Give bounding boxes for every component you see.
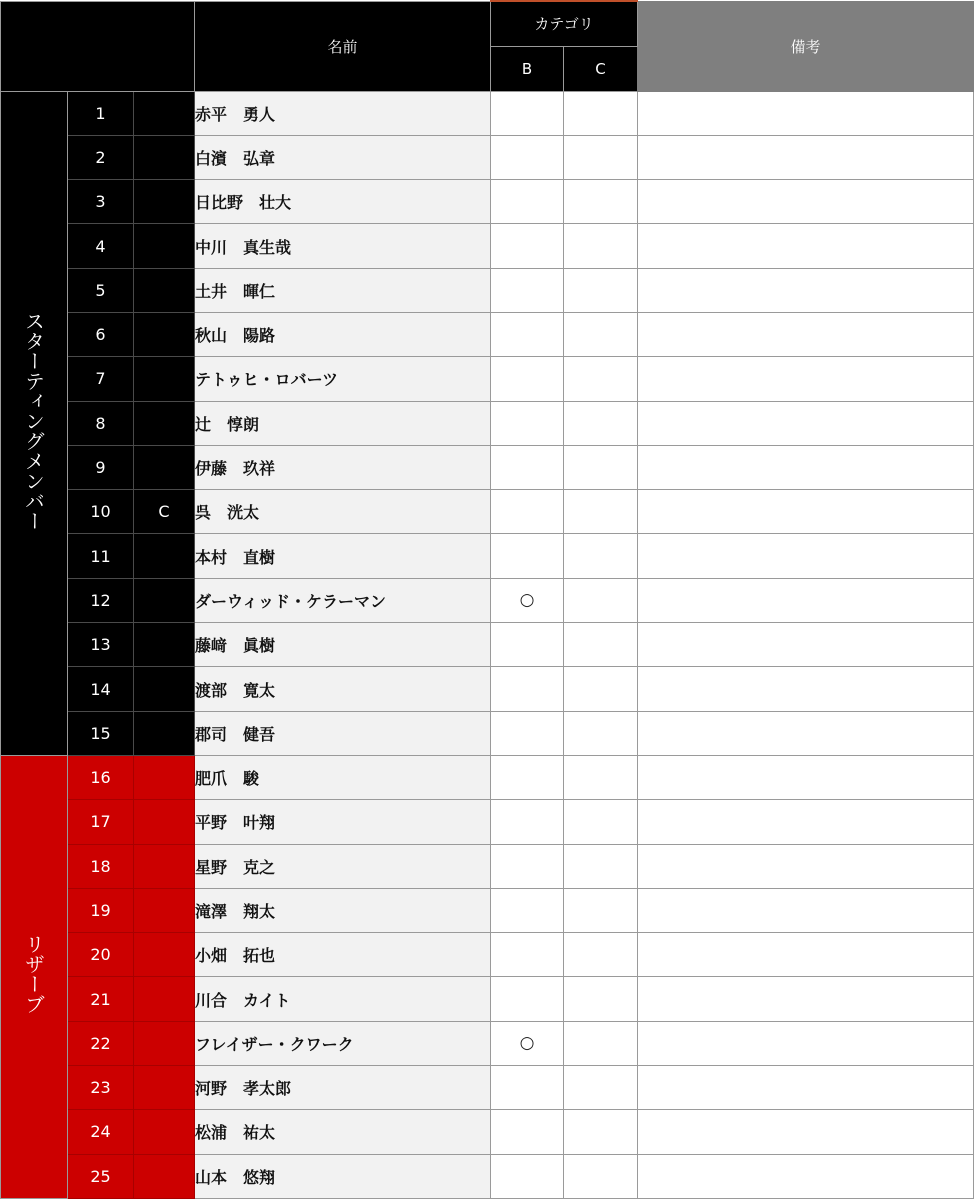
table-row [1, 180, 974, 224]
player-number: 25 [68, 1154, 134, 1198]
captain-mark [134, 623, 195, 667]
header-notes: 備考 [638, 1, 974, 91]
roster-body [1, 91, 974, 1198]
category-c-cell [564, 711, 638, 755]
player-name: 郡司 健吾 [195, 711, 491, 755]
notes-cell [638, 357, 974, 401]
notes-cell [638, 977, 974, 1021]
player-number: 16 [68, 755, 134, 799]
notes-cell [638, 755, 974, 799]
category-c-cell [564, 800, 638, 844]
captain-mark [134, 1154, 195, 1198]
table-row [1, 623, 974, 667]
player-name: ダーウィッド・ケラーマン [195, 578, 491, 622]
category-b-cell [491, 1066, 564, 1110]
notes-cell [638, 224, 974, 268]
captain-mark [134, 135, 195, 179]
category-b-cell [491, 268, 564, 312]
notes-cell [638, 623, 974, 667]
player-name: 本村 直樹 [195, 534, 491, 578]
group-label-reserve: リザーブ [21, 934, 46, 1015]
player-name: 土井 暉仁 [195, 268, 491, 312]
player-number: 6 [68, 312, 134, 356]
notes-cell [638, 401, 974, 445]
captain-mark [134, 977, 195, 1021]
table-row [1, 401, 974, 445]
table-header [1, 1, 974, 91]
player-number: 1 [68, 91, 134, 135]
player-name: 日比野 壮大 [195, 180, 491, 224]
group-reserve [1, 755, 68, 1198]
player-number: 8 [68, 401, 134, 445]
player-number: 5 [68, 268, 134, 312]
category-c-cell [564, 1154, 638, 1198]
table-row [1, 844, 974, 888]
table-row [1, 1110, 974, 1154]
captain-mark [134, 800, 195, 844]
category-b-cell [491, 1110, 564, 1154]
category-c-cell [564, 445, 638, 489]
captain-mark: C [134, 490, 195, 534]
notes-cell [638, 800, 974, 844]
notes-cell [638, 1066, 974, 1110]
category-b-cell [491, 933, 564, 977]
player-number: 21 [68, 977, 134, 1021]
captain-mark [134, 1021, 195, 1065]
category-c-cell [564, 180, 638, 224]
player-name: 川合 カイト [195, 977, 491, 1021]
player-name: 中川 真生哉 [195, 224, 491, 268]
captain-mark [134, 224, 195, 268]
category-c-cell [564, 135, 638, 179]
category-b-cell [491, 534, 564, 578]
player-name: 平野 叶翔 [195, 800, 491, 844]
player-number: 4 [68, 224, 134, 268]
category-c-cell [564, 578, 638, 622]
captain-mark [134, 667, 195, 711]
player-name: 赤平 勇人 [195, 91, 491, 135]
captain-mark [134, 180, 195, 224]
table-row [1, 711, 974, 755]
player-number: 18 [68, 844, 134, 888]
player-name: 松浦 祐太 [195, 1110, 491, 1154]
notes-cell [638, 445, 974, 489]
category-b-cell [491, 667, 564, 711]
table-row [1, 445, 974, 489]
player-name: 河野 孝太郎 [195, 1066, 491, 1110]
category-c-cell [564, 1021, 638, 1065]
category-b-cell [491, 623, 564, 667]
table-row [1, 224, 974, 268]
captain-mark [134, 312, 195, 356]
category-b-cell [491, 977, 564, 1021]
notes-cell [638, 844, 974, 888]
player-number: 23 [68, 1066, 134, 1110]
player-name: 藤﨑 眞樹 [195, 623, 491, 667]
header-category-c: C [564, 46, 638, 91]
table-row [1, 268, 974, 312]
table-row [1, 933, 974, 977]
category-b-cell [491, 755, 564, 799]
category-b-cell [491, 135, 564, 179]
player-name: 肥爪 駿 [195, 755, 491, 799]
player-name: 呉 洸太 [195, 490, 491, 534]
captain-mark [134, 933, 195, 977]
category-b-cell [491, 711, 564, 755]
player-name: 山本 悠翔 [195, 1154, 491, 1198]
table-row [1, 667, 974, 711]
category-c-cell [564, 401, 638, 445]
notes-cell [638, 1110, 974, 1154]
player-name: 小畑 拓也 [195, 933, 491, 977]
player-number: 14 [68, 667, 134, 711]
table-row [1, 800, 974, 844]
table-row [1, 534, 974, 578]
player-number: 22 [68, 1021, 134, 1065]
table-row [1, 490, 974, 534]
table-row [1, 888, 974, 932]
category-c-cell [564, 224, 638, 268]
header-name: 名前 [195, 1, 491, 91]
captain-mark [134, 357, 195, 401]
table-row [1, 1021, 974, 1065]
player-number: 12 [68, 578, 134, 622]
notes-cell [638, 711, 974, 755]
table-row [1, 578, 974, 622]
player-name: 渡部 寛太 [195, 667, 491, 711]
category-c-cell [564, 357, 638, 401]
notes-cell [638, 135, 974, 179]
category-c-cell [564, 91, 638, 135]
player-number: 20 [68, 933, 134, 977]
notes-cell [638, 534, 974, 578]
player-name: 辻 惇朗 [195, 401, 491, 445]
category-b-cell [491, 800, 564, 844]
notes-cell [638, 578, 974, 622]
table-row [1, 357, 974, 401]
group-label-starting: スターティングメンバー [21, 310, 46, 531]
header-category: カテゴリ [491, 1, 638, 46]
category-c-cell [564, 1066, 638, 1110]
table-row [1, 135, 974, 179]
player-name: テトゥヒ・ロバーツ [195, 357, 491, 401]
player-number: 2 [68, 135, 134, 179]
category-b-cell [491, 888, 564, 932]
category-b-cell [491, 224, 564, 268]
captain-mark [134, 91, 195, 135]
player-name: 滝澤 翔太 [195, 888, 491, 932]
category-c-cell [564, 623, 638, 667]
category-b-cell [491, 844, 564, 888]
table-row [1, 91, 974, 135]
captain-mark [134, 844, 195, 888]
category-c-cell [564, 667, 638, 711]
captain-mark [134, 1110, 195, 1154]
player-name: 星野 克之 [195, 844, 491, 888]
player-number: 15 [68, 711, 134, 755]
player-name: 秋山 陽路 [195, 312, 491, 356]
captain-mark [134, 401, 195, 445]
captain-mark [134, 1066, 195, 1110]
player-number: 9 [68, 445, 134, 489]
notes-cell [638, 933, 974, 977]
category-b-cell: ○ [491, 1021, 564, 1065]
player-name: 伊藤 玖祥 [195, 445, 491, 489]
category-b-cell [491, 445, 564, 489]
player-number: 13 [68, 623, 134, 667]
notes-cell [638, 91, 974, 135]
category-c-cell [564, 534, 638, 578]
captain-mark [134, 755, 195, 799]
player-name: 白濱 弘章 [195, 135, 491, 179]
player-number: 10 [68, 490, 134, 534]
category-b-cell [491, 91, 564, 135]
category-c-cell [564, 888, 638, 932]
category-c-cell [564, 977, 638, 1021]
category-b-cell [491, 401, 564, 445]
category-c-cell [564, 1110, 638, 1154]
captain-mark [134, 534, 195, 578]
notes-cell [638, 268, 974, 312]
player-name: フレイザー・クワーク [195, 1021, 491, 1065]
category-b-cell: ○ [491, 578, 564, 622]
player-number: 7 [68, 357, 134, 401]
category-c-cell [564, 490, 638, 534]
header-category-b: B [491, 46, 564, 91]
table-row [1, 1154, 974, 1198]
player-number: 24 [68, 1110, 134, 1154]
category-c-cell [564, 755, 638, 799]
player-number: 3 [68, 180, 134, 224]
category-b-cell [491, 357, 564, 401]
player-number: 19 [68, 888, 134, 932]
table-row [1, 755, 974, 799]
header-blank [1, 1, 195, 91]
captain-mark [134, 268, 195, 312]
notes-cell [638, 490, 974, 534]
category-c-cell [564, 268, 638, 312]
notes-cell [638, 312, 974, 356]
table-row [1, 312, 974, 356]
captain-mark [134, 578, 195, 622]
table-row [1, 977, 974, 1021]
captain-mark [134, 888, 195, 932]
captain-mark [134, 445, 195, 489]
category-c-cell [564, 933, 638, 977]
notes-cell [638, 1154, 974, 1198]
player-number: 17 [68, 800, 134, 844]
notes-cell [638, 667, 974, 711]
category-c-cell [564, 844, 638, 888]
category-b-cell [491, 180, 564, 224]
notes-cell [638, 180, 974, 224]
group-starting-members [1, 91, 68, 755]
table-row [1, 1066, 974, 1110]
category-b-cell [491, 490, 564, 534]
captain-mark [134, 711, 195, 755]
category-b-cell [491, 312, 564, 356]
player-number: 11 [68, 534, 134, 578]
category-c-cell [564, 312, 638, 356]
category-b-cell [491, 1154, 564, 1198]
notes-cell [638, 1021, 974, 1065]
notes-cell [638, 888, 974, 932]
